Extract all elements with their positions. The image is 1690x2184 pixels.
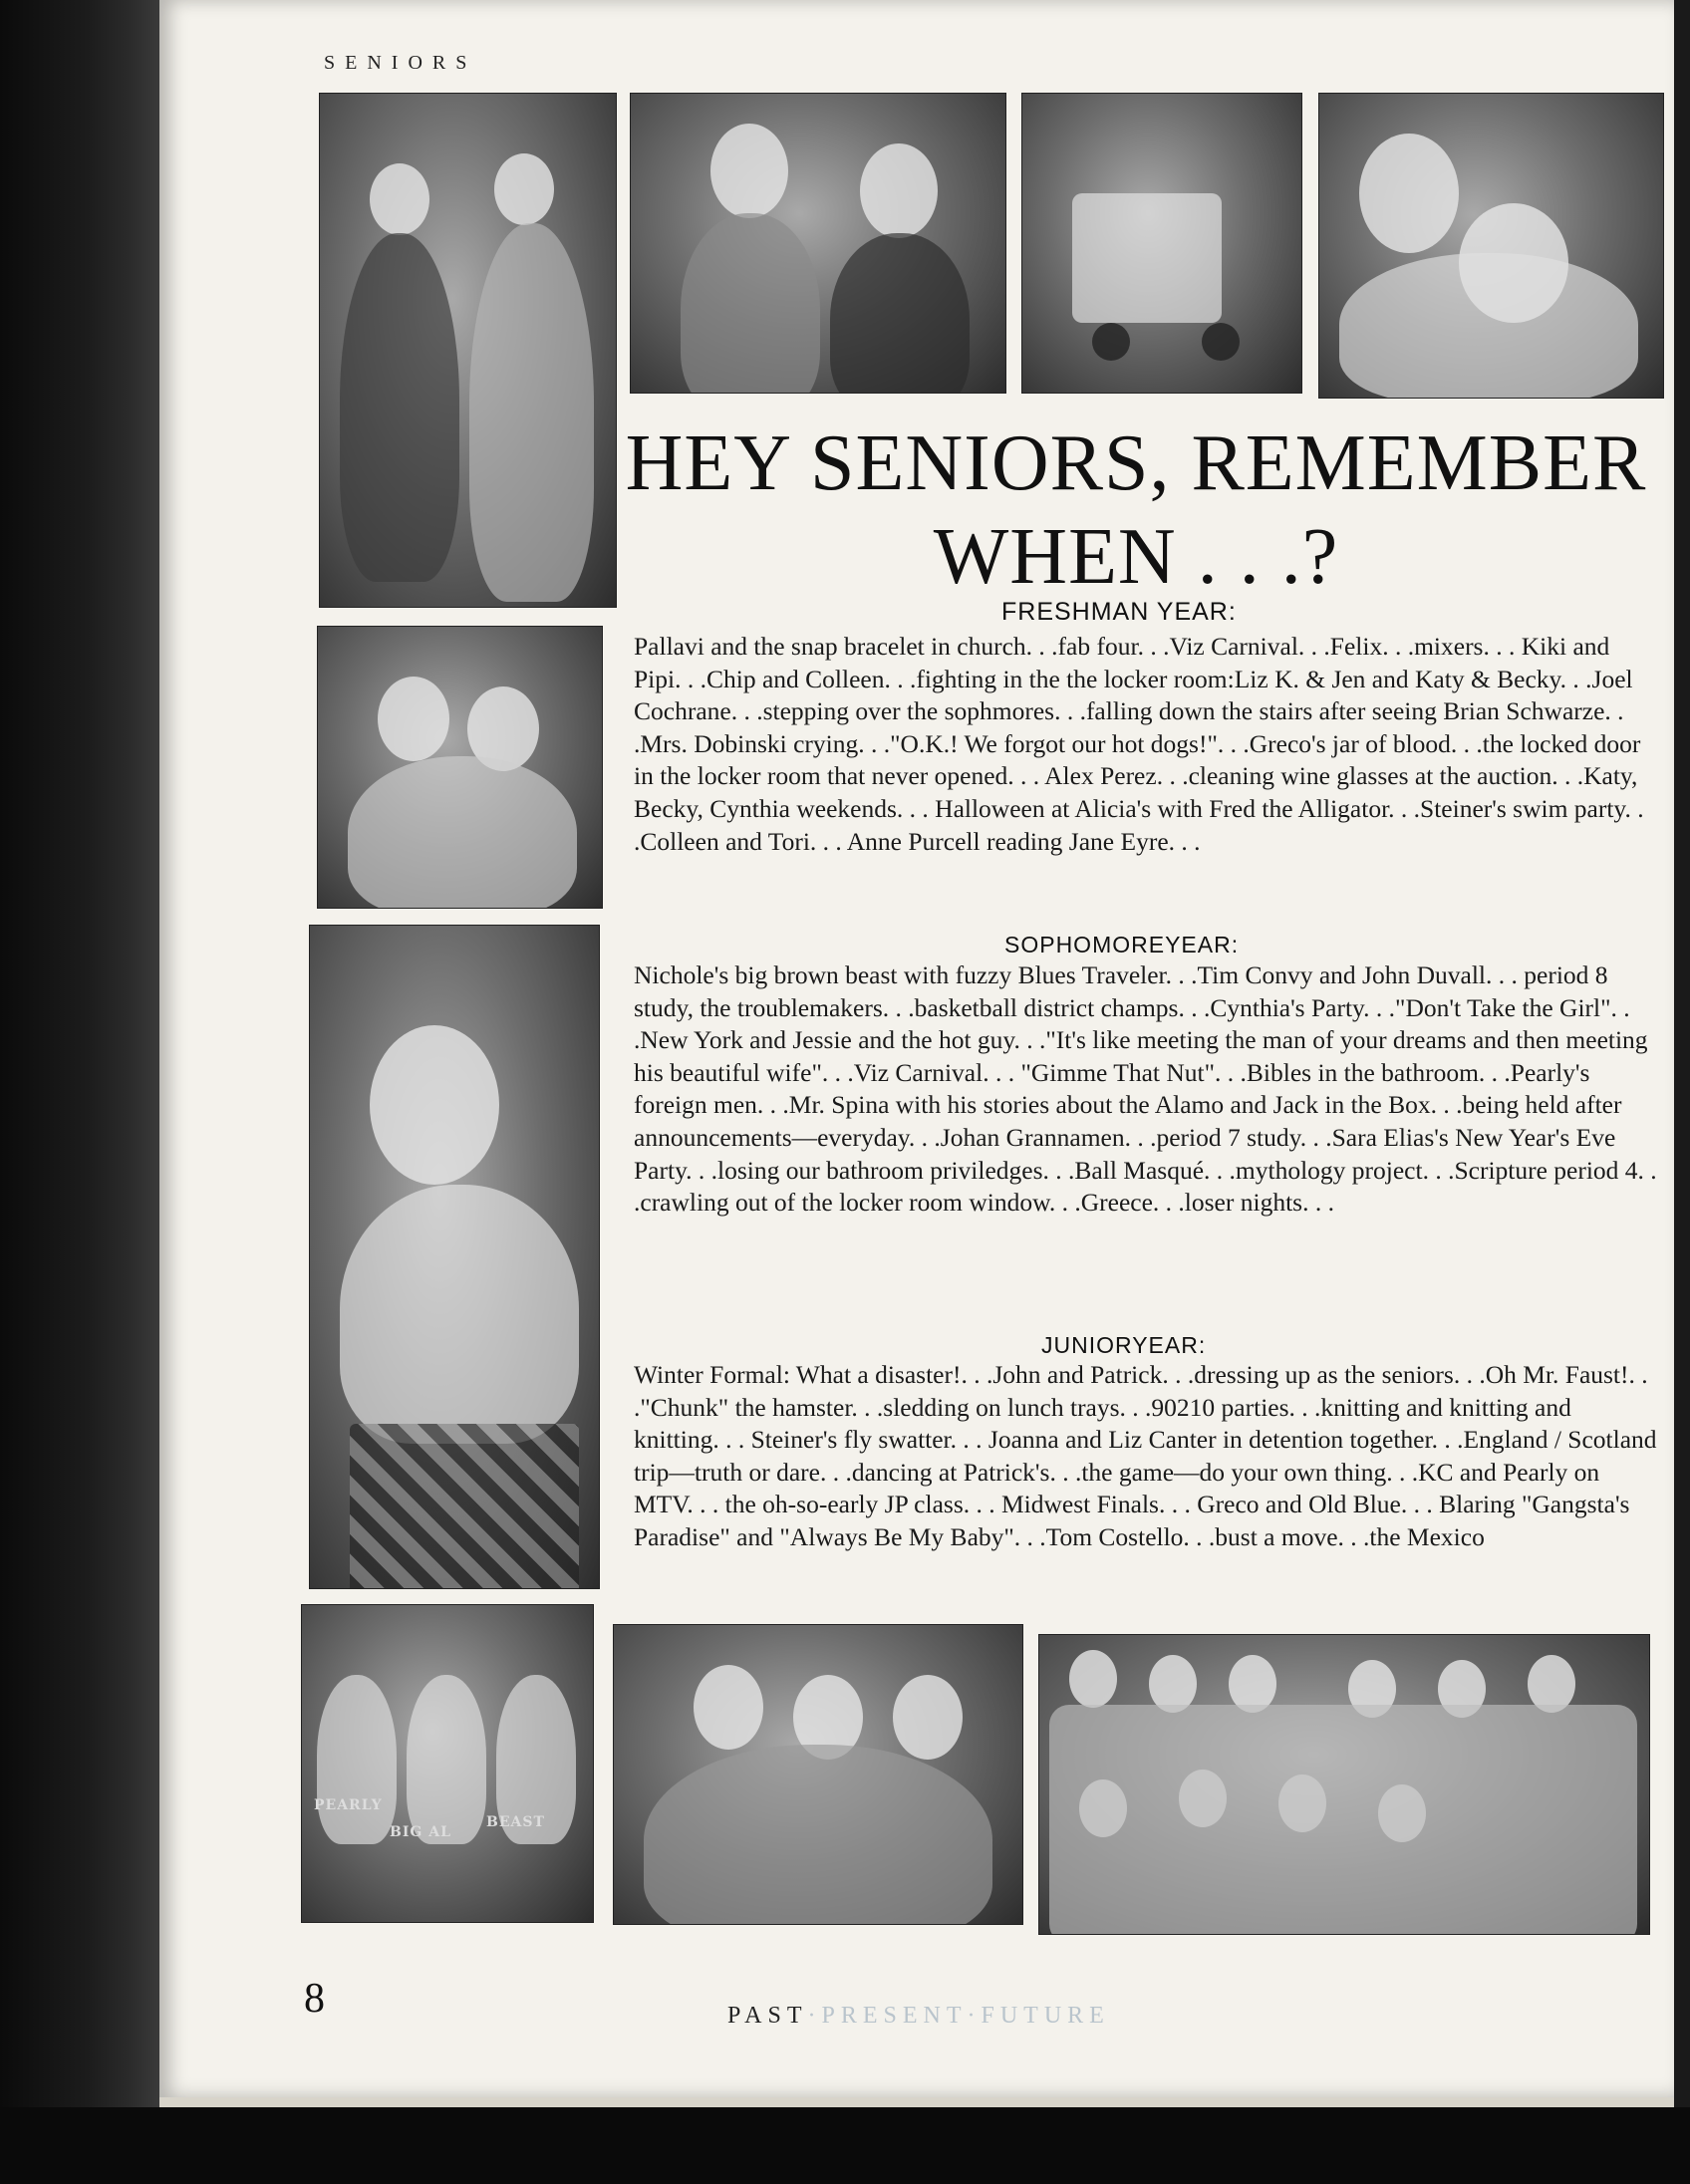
footer-tagline <box>727 2003 1110 2030</box>
photo-two-girls-dresses <box>630 93 1006 394</box>
book-binding <box>0 0 159 2184</box>
page-number: 8 <box>304 1976 325 2022</box>
background-bottom <box>0 2107 1690 2184</box>
photo-two-smiling-girls <box>1318 93 1664 399</box>
section-tag: SENIORS <box>324 52 477 74</box>
footer-past: PAST <box>727 2003 808 2029</box>
photo-golf-cart <box>1021 93 1302 394</box>
photo-three-girls-shorts <box>301 1604 594 1923</box>
page-edge <box>159 2097 1674 2107</box>
freshman-heading: FRESHMAN YEAR: <box>1001 598 1237 626</box>
junior-text: Winter Formal: What a disaster!. . .John and Patrick. . .dressing up as the seniors. . .Oh Mr. Faust!. . ."Chunk" the hamster. . .sledding on lunch trays. . .90210 parties. . .knitting and knitting and knitting. . . Steiner's fly swatter. . . Joanna and Liz Canter in detention together. . .England / Scotland trip—truth or dare. . .dancing at Patrick's. . .the game—do your own thing. . .KC and Pearly on MTV. . . the oh-so-early JP class. . . Midwest Finals. . . Greco and Old Blue. . . Blaring "Gangsta's Paradise" and "Always Be My Baby". . .Tom Costello. . .bust a move. . .the Mexico <box>634 1360 1657 1551</box>
photo-costume-pair <box>319 93 617 608</box>
shorts-label-3: BEAST <box>486 1814 545 1830</box>
shorts-label-2: BIG AL <box>390 1824 451 1840</box>
sophomore-text: Nichole's big brown beast with fuzzy Blues Traveler. . .Tim Convy and John Duvall. . . period 8 study, the troublemakers. . .basketball district champs. . .Cynthia's Party. . ."Don't Take the Girl". . .New York and Jessie and the hot guy. . ."It's like meeting the man of your dreams and then meeting his beautiful wife". . .Viz Carnival. . . "Gimme That Nut". . .Bibles in the bathroom. . .Pearly's foreign men. . .Mr. Spina with his stories about the Alamo and Jack in the Box. . .being held after announcements—everyday. . .Johan Grannamen. . .period 7 study. . .Sara Elias's New Year's Eve Party. . .losing our bathroom priviledges. . .Ball Masqué. . .mythology project. . .Scripture period 4. . .crawling out of the locker room window. . .Greece. . .loser nights. . . <box>634 960 1657 1218</box>
footer-present-future: ·PRESENT·FUTURE <box>807 2003 1110 2029</box>
photo-hugging-girls <box>317 626 603 909</box>
junior-heading: JUNIORYEAR: <box>1041 1332 1207 1358</box>
photo-group-of-girls <box>1038 1634 1650 1935</box>
page-title: HEY SENIORS, REMEMBER WHEN . . .? <box>625 419 1647 601</box>
shorts-label-1: PEARLY <box>314 1797 383 1813</box>
photo-funny-face-girl <box>309 925 600 1589</box>
photo-three-girls-laughing <box>613 1624 1023 1925</box>
sophomore-heading: SOPHOMOREYEAR: <box>1004 932 1240 957</box>
freshman-text: Pallavi and the snap bracelet in church. . .fab four. . .Viz Carnival. . .Felix. . .mixers. . . Kiki and Pipi. . .Chip and Colleen. . .fighting in the the locker room:Liz K. & Jen and Katy & Becky. . .Joel Cochrane. . .stepping over the sophmores. . .falling down the stairs after seeing Brian Schwarze. . .Mrs. Dobinski crying. . ."O.K.! We forgot our hot dogs!". . .Greco's jar of blood. . .the locked door in the locker room that never opened. . . Alex Perez. . .cleaning wine glasses at the auction. . .Katy, Becky, Cynthia weekends. . . Halloween at Alicia's with Fred the Alligator. . .Steiner's swim party. . .Colleen and Tori. . . Anne Purcell reading Jane Eyre. . . <box>634 632 1644 856</box>
